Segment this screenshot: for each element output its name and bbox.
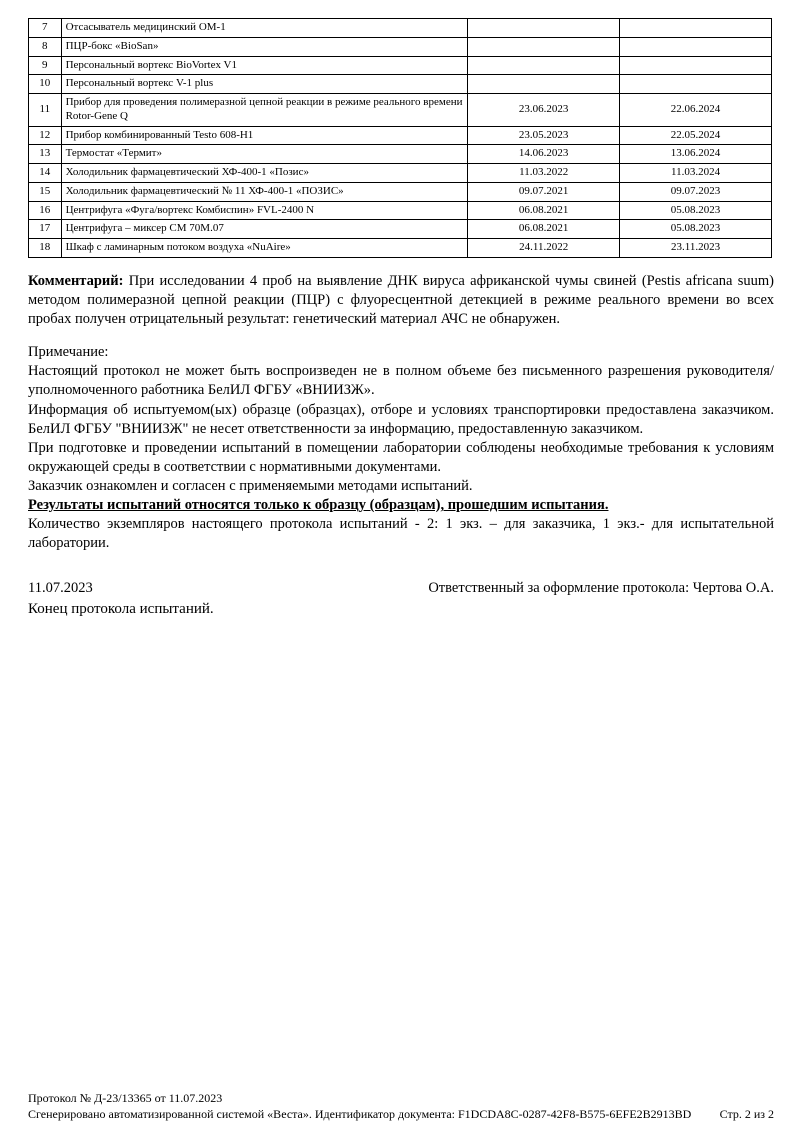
footer-protocol-number: Протокол № Д-23/13365 от 11.07.2023 [28,1090,223,1105]
footer-generated-info: Сгенерировано автоматизированной системой «Веста». Идентификатор документа: F1DCDA8C-0287-42F8-B575-6EFE2B2913BD [28,1106,692,1121]
table-row [29,220,772,239]
note-line: Количество экземпляров настоящего протокола испытаний - 2: 1 экз. – для заказчика, 1 экз.- для испытательной лаборатории. [28,516,774,552]
valid-until-date: 05.08.2023 [620,201,772,220]
footer-second-row [28,1106,774,1122]
footer-page-number: Стр. 2 из 2 [719,1106,774,1121]
equipment-name: Термостат «Термит» [61,145,468,164]
end-of-protocol-line: Конец протокола испытаний. [28,600,214,617]
valid-until-date: 09.07.2023 [620,182,772,201]
valid-until-date: 23.11.2023 [620,239,772,258]
verification-date: 06.08.2021 [468,220,620,239]
row-number: 11 [29,94,62,127]
table-row [29,94,772,127]
verification-date: 11.03.2022 [468,164,620,183]
valid-until-date [620,19,772,38]
equipment-name: Прибор комбинированный Testo 608-H1 [61,126,468,145]
row-number: 13 [29,145,62,164]
note-line-results: Результаты испытаний относятся только к образцу (образцам), прошедшим испытания. [28,497,609,514]
valid-until-date: 22.05.2024 [620,126,772,145]
equipment-name: Центрифуга – миксер СМ 70М.07 [61,220,468,239]
equipment-name: Центрифуга «Фуга/вортекс Комбиспин» FVL-2400 N [61,201,468,220]
table-row [29,201,772,220]
verification-date: 23.06.2023 [468,94,620,127]
comment-label: Комментарий: [28,272,124,289]
table-row [29,182,772,201]
valid-until-date: 05.08.2023 [620,220,772,239]
table-row [29,164,772,183]
table-row [29,239,772,258]
row-number: 9 [29,56,62,75]
note-line: Настоящий протокол не может быть воспроизведен не в полном объеме без письменного разрешения руководителя/уполномоченного работника БелИЛ ФГБУ «ВНИИЗЖ». [28,363,774,399]
table-row [29,126,772,145]
row-number: 14 [29,164,62,183]
verification-date: 14.06.2023 [468,145,620,164]
equipment-name: Отсасыватель медицинский ОМ-1 [61,19,468,38]
row-number: 16 [29,201,62,220]
note-line: Информация об испытуемом(ых) образце (образцах), отборе и условиях транспортировки предоставлена заказчиком. БелИЛ ФГБУ "ВНИИЗЖ" не несет ответственности за информацию, предоставленную заказчиком. [28,401,774,437]
row-number: 15 [29,182,62,201]
responsible-person: Ответственный за оформление протокола: Чертова О.А. [428,579,774,596]
table-row [29,145,772,164]
verification-date: 23.05.2023 [468,126,620,145]
verification-date: 09.07.2021 [468,182,620,201]
table-row [29,75,772,94]
notes-block [28,343,774,553]
page-footer [28,1090,774,1122]
comment-paragraph [28,272,774,329]
document-page [28,18,774,1132]
comment-text: При исследовании 4 проб на выявление ДНК вируса африканской чумы свиней (Pestis africana suum) методом полимеразной цепной реакции (ПЦР) с флуоресцентной детекцией в режиме реального времени во всех пробах получен отрицательный результат: генетический материал АЧС не обнаружен. [28,272,774,327]
verification-date [468,37,620,56]
note-line: Заказчик ознакомлен и согласен с применяемыми методами испытаний. [28,478,473,494]
row-number: 18 [29,239,62,258]
valid-until-date [620,37,772,56]
table-row [29,19,772,38]
equipment-name: Персональный вортекс BioVortex V1 [61,56,468,75]
equipment-name: Прибор для проведения полимеразной цепной реакции в режиме реального времени Rotor-Gene Q [61,94,468,127]
valid-until-date [620,75,772,94]
equipment-name: Холодильник фармацевтический № 11 ХФ-400-1 «ПОЗИС» [61,182,468,201]
valid-until-date [620,56,772,75]
protocol-date: 11.07.2023 [28,579,93,596]
row-number: 12 [29,126,62,145]
equipment-name: Холодильник фармацевтический ХФ-400-1 «Позис» [61,164,468,183]
equipment-name: Шкаф с ламинарным потоком воздуха «NuAire» [61,239,468,258]
verification-date [468,56,620,75]
verification-date: 06.08.2021 [468,201,620,220]
row-number: 10 [29,75,62,94]
verification-date [468,75,620,94]
row-number: 17 [29,220,62,239]
table-row [29,37,772,56]
signature-row [28,580,774,597]
verification-date [468,19,620,38]
table-row [29,56,772,75]
equipment-name: ПЦР-бокс «BioSan» [61,37,468,56]
note-line: При подготовке и проведении испытаний в помещении лаборатории соблюдены необходимые требования к условиям окружающей среды в соответствии с нормативными документами. [28,439,774,475]
row-number: 8 [29,37,62,56]
valid-until-date: 22.06.2024 [620,94,772,127]
verification-date: 24.11.2022 [468,239,620,258]
notes-title: Примечание: [28,344,109,361]
valid-until-date: 13.06.2024 [620,145,772,164]
valid-until-date: 11.03.2024 [620,164,772,183]
equipment-name: Персональный вортекс V-1 plus [61,75,468,94]
equipment-table [28,18,772,258]
row-number: 7 [29,19,62,38]
comment-block [28,272,774,329]
